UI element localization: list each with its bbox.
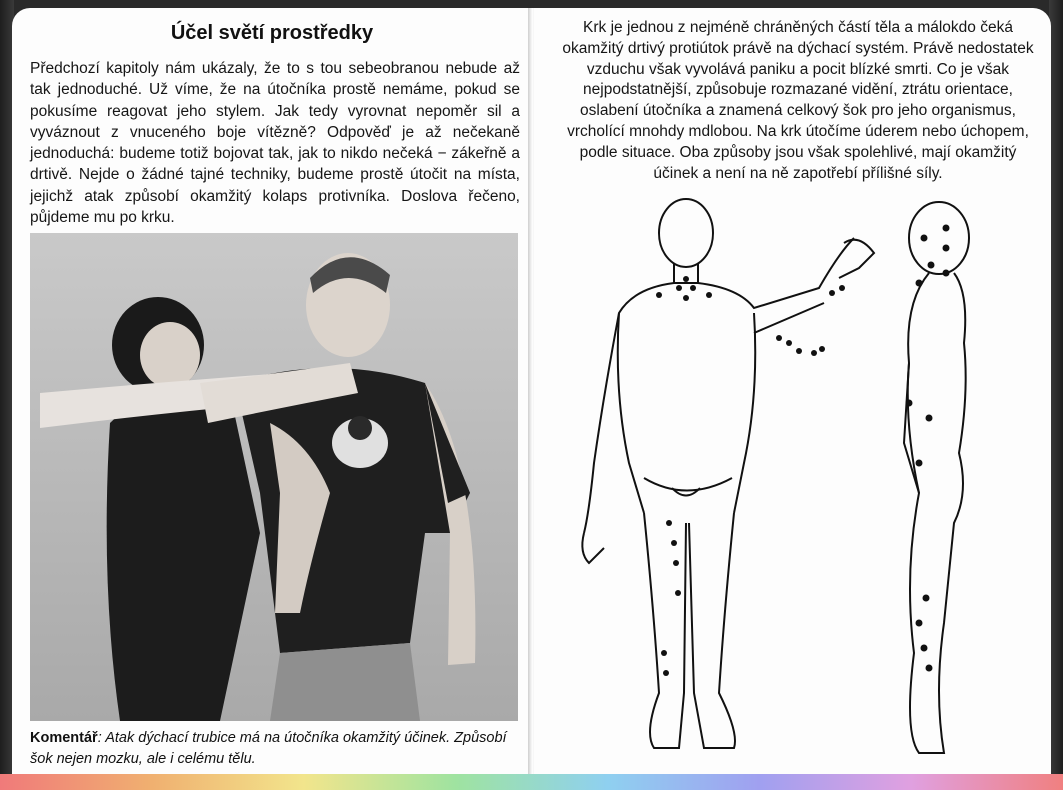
photo-two-people-neck-strike [30, 233, 518, 721]
right-paragraph: Krk je jednou z nejméně chráněných částí těla a málokdo čeká okamžitý drtivý protiútok právě na dýchací systém. Právě nedostatek vzduchu však vyvolává paniku a pocit blízké smrti. Co je však nejpodstatnější, způsobuje rozmazané vidění, ztrátu orientace, oslabení útočníka a znamená celkový šok pro jeho organismus, vrcholící mnohdy mdlobou. Na krk útočíme úderem nebo úchopem, podle situace. Oba způsoby jsou však spolehlivé, mají okamžitý účinek a není na ně zapotřebí přílišné síly. [562, 19, 1034, 182]
caption-label: Komentář [30, 730, 98, 746]
body-pressure-points-diagram [574, 193, 1014, 773]
book-edge-right [1049, 0, 1063, 790]
figure-drawing [574, 193, 1014, 773]
photo-caption [30, 728, 530, 770]
caption-text: : Atak dýchací trubice má na útočníka okamžitý účinek. Způsobí šok nejen mozku, ale i celému tělu. [30, 730, 507, 767]
photo-illustration [30, 233, 518, 721]
right-page [534, 8, 1051, 778]
left-paragraph: Předchozí kapitoly nám ukázaly, že to s tou sebeobranou nebude až tak jednoduché. Už víme, že na útočníka prostě nemáme, pokud se pokusíme reagovat jeho stylem. Jak tedy vyrovnat nepoměr sil a vyváznout z vnuceného boje vítězně? Odpověď je až nečekaně jednoduchá: budeme totiž bojovat tak, jak to nikdo nečeká − zákeřně a drtivě. Nejde o žádné tajné techniky, budeme prostě útočit na místa, jejichž atak způsobí okamžitý kolaps protivníka. Doslova řečeno, půjdeme mu po krku. [30, 60, 520, 227]
left-page [12, 8, 532, 778]
page-bottom-rainbow [0, 774, 1063, 790]
page-title: Účel světí prostředky [170, 22, 374, 44]
